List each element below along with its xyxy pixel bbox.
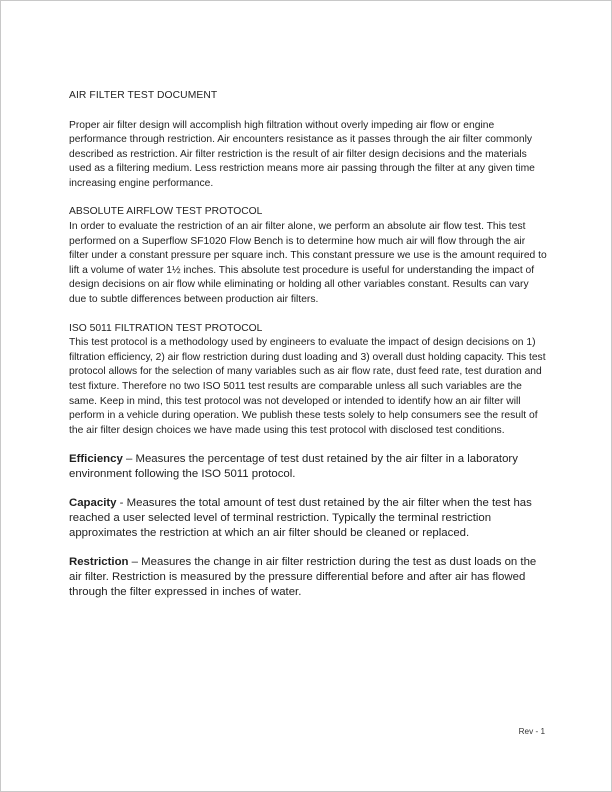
definition-restriction	[69, 555, 547, 600]
revision-label: Rev - 1	[518, 727, 545, 736]
definition-term-capacity: Capacity	[69, 497, 117, 510]
definitions-list	[69, 452, 547, 599]
definition-capacity	[69, 496, 547, 541]
definition-text-efficiency: – Measures the percentage of test dust retained by the air filter in a laboratory environment following the ISO 5011 protocol.	[69, 453, 518, 481]
document-content	[69, 89, 547, 600]
section-body-absolute-airflow: In order to evaluate the restriction of an air filter alone, we perform an absolute air flow test. This test performed on a Superflow SF1020 Flow Bench is to determine how much air will flow through the air filter under a constant pressure per square inch. This constant pressure we use is the amount required to lift a volume of water 1½ inches. This absolute test procedure is useful for understanding the impact of design decisions on air flow while eliminating or holding all other variables constant. Results can vary due to subtle differences between production air filters.	[69, 221, 547, 306]
section-heading-absolute-airflow: ABSOLUTE AIRFLOW TEST PROTOCOL	[69, 206, 263, 218]
document-title: AIR FILTER TEST DOCUMENT	[69, 90, 218, 101]
section-heading-iso-5011: ISO 5011 FILTRATION TEST PROTOCOL	[69, 322, 263, 334]
section-absolute-airflow	[69, 205, 547, 307]
section-body-iso-5011: This test protocol is a methodology used by engineers to evaluate the impact of design decisions on 1) filtration efficiency, 2) air flow restriction during dust loading and 3) overall dust holding capacity. This test protocol allows for the selection of many variables such as air flow rate, dust feed rate, test duration and test fixture. Therefore no two ISO 5011 test results are comparable unless all such variables are the same. Keep in mind, this test protocol was not developed or intended to identify how an air filter will perform in a vehicle during operation. We publish these tests solely to help consumers see the result of the air filter design choices we have made using this test protocol with disclosed test conditions.	[69, 337, 546, 436]
definition-term-restriction: Restriction	[69, 555, 129, 568]
definition-text-capacity: - Measures the total amount of test dust retained by the air filter when the test has reached a user selected level of terminal restriction. Typically the terminal restriction approximates the restriction at which an air filter should be cleaned or replaced.	[69, 497, 532, 539]
definition-term-efficiency: Efficiency	[69, 453, 123, 466]
intro-paragraph: Proper air filter design will accomplish high filtration without overly impeding air flow or engine performance through restriction. Air encounters resistance as it passes through the air filter commonly described as restriction. Air filter restriction is the result of air filter design decisions and the materials used as a filtering medium. Less restriction means more air passing through the filter at any given time increasing engine performance.	[69, 119, 535, 189]
section-iso-5011	[69, 322, 547, 439]
definition-efficiency	[69, 452, 547, 482]
definition-text-restriction: – Measures the change in air filter restriction during the test as dust loads on the air filter. Restriction is measured by the pressure differential before and after air has flowed through the filter expressed in inches of water.	[69, 555, 537, 598]
